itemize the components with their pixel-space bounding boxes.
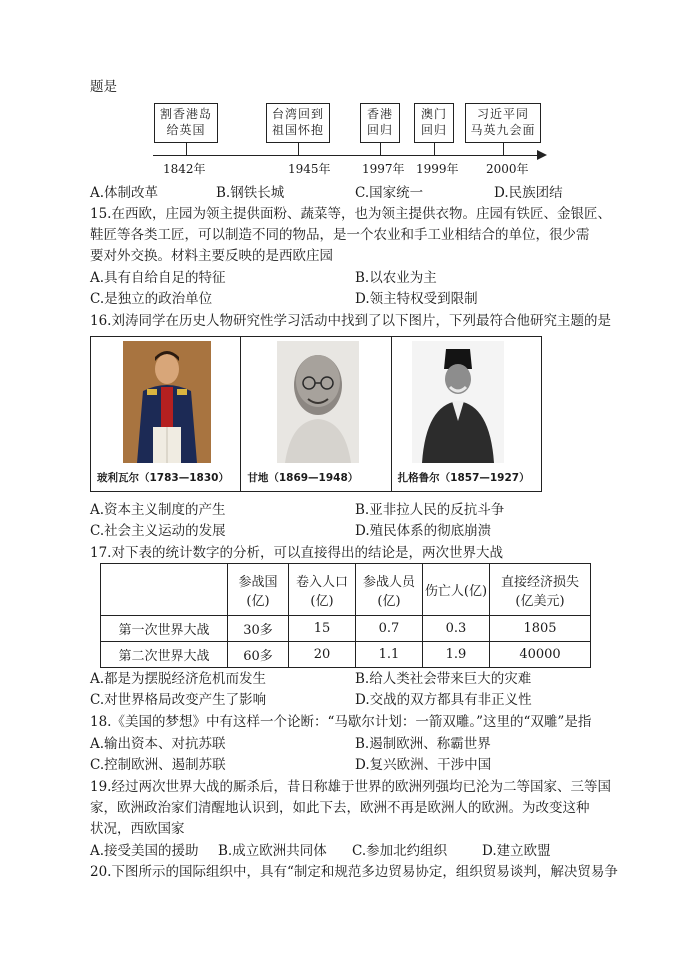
q15-option-c[interactable]: C.是独立的政治单位 bbox=[90, 291, 213, 307]
table-header-cell: 参战人员 (亿) bbox=[356, 564, 423, 616]
q16-option-d[interactable]: D.殖民体系的彻底崩溃 bbox=[355, 523, 492, 539]
q17-option-a[interactable]: A.都是为摆脱经济危机而发生 bbox=[90, 671, 267, 687]
q18-option-d[interactable]: D.复兴欧洲、干涉中国 bbox=[355, 757, 492, 773]
table-header-cell: 直接经济损失 (亿美元) bbox=[490, 564, 591, 616]
q19-stem-line-1: 19.经过两次世界大战的厮杀后，昔日称雄于世界的欧洲列强均已沦为二等国家、三等国 bbox=[90, 779, 611, 795]
timeline-year-1: 1842年 bbox=[163, 162, 206, 176]
table-header-cell: 伤亡人(亿) bbox=[423, 564, 490, 616]
q14-stem-end: 题是 bbox=[90, 79, 117, 95]
timeline-year-3: 1997年 bbox=[362, 162, 405, 176]
q19-option-b[interactable]: B.成立欧洲共同体 bbox=[218, 843, 327, 859]
table-cell: 1805 bbox=[490, 616, 591, 642]
timeline-connector bbox=[298, 143, 299, 155]
q19-option-a[interactable]: A.接受美国的援助 bbox=[90, 843, 199, 859]
q20-stem: 20.下图所示的国际组织中，具有“制定和规范多边贸易协定，组织贸易谈判，解决贸易争 bbox=[90, 864, 618, 880]
q15-stem-line-3: 要对外交换。材料主要反映的是西欧庄园 bbox=[90, 248, 333, 264]
table-row-label: 第二次世界大战 bbox=[101, 642, 228, 668]
table-header-cell: 卷入人口 (亿) bbox=[289, 564, 356, 616]
q17-option-d[interactable]: D.交战的双方都具有非正义性 bbox=[355, 692, 532, 708]
q19-option-c[interactable]: C.参加北约组织 bbox=[352, 843, 448, 859]
q16-option-b[interactable]: B.亚非拉人民的反抗斗争 bbox=[355, 502, 505, 518]
timeline-connector bbox=[434, 143, 435, 155]
table-corner-cell bbox=[101, 564, 228, 616]
q15-stem-line-1: 15.在西欧，庄园为领主提供面粉、蔬菜等，也为领主提供衣物。庄园有铁匠、金银匠、 bbox=[90, 206, 611, 222]
timeline-connector bbox=[186, 143, 187, 155]
q19-option-d[interactable]: D.建立欧盟 bbox=[482, 843, 551, 859]
q14-option-b[interactable]: B.钢铁长城 bbox=[216, 185, 285, 201]
table-header-row bbox=[101, 564, 591, 616]
portrait-cell-bolivar bbox=[91, 337, 241, 491]
q19-stem-line-3: 状况，西欧国家 bbox=[90, 821, 185, 837]
bolivar-portrait-image bbox=[123, 341, 211, 463]
q14-option-d[interactable]: D.民族团结 bbox=[494, 185, 563, 201]
table-header-cell: 参战国 (亿) bbox=[228, 564, 289, 616]
timeline-event-3: 香港 回归 bbox=[360, 103, 400, 143]
table-cell: 30多 bbox=[228, 616, 289, 642]
q14-option-c[interactable]: C.国家统一 bbox=[355, 185, 424, 201]
table-row-label: 第一次世界大战 bbox=[101, 616, 228, 642]
table-cell: 60多 bbox=[228, 642, 289, 668]
timeline-year-2: 1945年 bbox=[288, 162, 331, 176]
q19-stem-line-2: 家，欧洲政治家们清醒地认识到，如此下去，欧洲不再是欧洲人的欧洲。为改变这种 bbox=[90, 800, 590, 816]
timeline-year-4: 1999年 bbox=[416, 162, 459, 176]
timeline-event-2: 台湾回到 祖国怀抱 bbox=[266, 103, 330, 143]
timeline-year-5: 2000年 bbox=[486, 162, 529, 176]
timeline-connector bbox=[503, 143, 504, 155]
q17-option-c[interactable]: C.对世界格局改变产生了影响 bbox=[90, 692, 267, 708]
q16-stem: 16.刘涛同学在历史人物研究性学习活动中找到了以下图片，下列最符合他研究主题的是 bbox=[90, 313, 611, 329]
table-cell: 0.7 bbox=[356, 616, 423, 642]
portrait-caption-gandhi: 甘地（1869—1948） bbox=[247, 472, 359, 484]
q16-option-a[interactable]: A.资本主义制度的产生 bbox=[90, 502, 226, 518]
table-cell: 1.9 bbox=[423, 642, 490, 668]
zaghloul-portrait-image bbox=[412, 341, 504, 463]
table-row bbox=[101, 642, 591, 668]
q18-option-c[interactable]: C.控制欧洲、遏制苏联 bbox=[90, 757, 226, 773]
q15-option-b[interactable]: B.以农业为主 bbox=[355, 270, 437, 286]
timeline-event-5: 习近平同 马英九会面 bbox=[465, 103, 541, 143]
q18-option-a[interactable]: A.输出资本、对抗苏联 bbox=[90, 736, 226, 752]
q14-option-a[interactable]: A.体制改革 bbox=[90, 185, 159, 201]
timeline-axis bbox=[153, 155, 541, 156]
q15-option-a[interactable]: A.具有自给自足的特征 bbox=[90, 270, 226, 286]
portrait-cell-zaghloul bbox=[392, 337, 541, 491]
portrait-table bbox=[90, 336, 542, 492]
table-cell: 1.1 bbox=[356, 642, 423, 668]
timeline-event-1: 割香港岛 给英国 bbox=[154, 103, 218, 143]
arrow-right-icon bbox=[537, 150, 547, 160]
table-cell: 0.3 bbox=[423, 616, 490, 642]
table-cell: 15 bbox=[289, 616, 356, 642]
q18-stem: 18.《美国的梦想》中有这样一个论断：“马歇尔计划：一箭双雕。”这里的“双雕”是指 bbox=[90, 714, 592, 730]
portrait-caption-zaghloul: 扎格鲁尔（1857—1927） bbox=[397, 472, 530, 484]
q17-option-b[interactable]: B.给人类社会带来巨大的灾难 bbox=[355, 671, 532, 687]
portrait-caption-bolivar: 玻利瓦尔（1783—1830） bbox=[97, 472, 229, 484]
table-cell: 20 bbox=[289, 642, 356, 668]
timeline-event-4: 澳门 回归 bbox=[414, 103, 454, 143]
gandhi-portrait-image bbox=[277, 341, 359, 463]
timeline-connector bbox=[380, 143, 381, 155]
war-statistics-table bbox=[100, 563, 591, 668]
q17-stem: 17.对下表的统计数字的分析，可以直接得出的结论是，两次世界大战 bbox=[90, 545, 503, 561]
q18-option-b[interactable]: B.遏制欧洲、称霸世界 bbox=[355, 736, 491, 752]
table-row bbox=[101, 616, 591, 642]
table-cell: 40000 bbox=[490, 642, 591, 668]
portrait-cell-gandhi bbox=[241, 337, 391, 491]
q15-option-d[interactable]: D.领主特权受到限制 bbox=[355, 291, 478, 307]
q16-option-c[interactable]: C.社会主义运动的发展 bbox=[90, 523, 226, 539]
q15-stem-line-2: 鞋匠等各类工匠，可以制造不同的物品，是一个农业和手工业相结合的单位，很少需 bbox=[90, 227, 590, 243]
